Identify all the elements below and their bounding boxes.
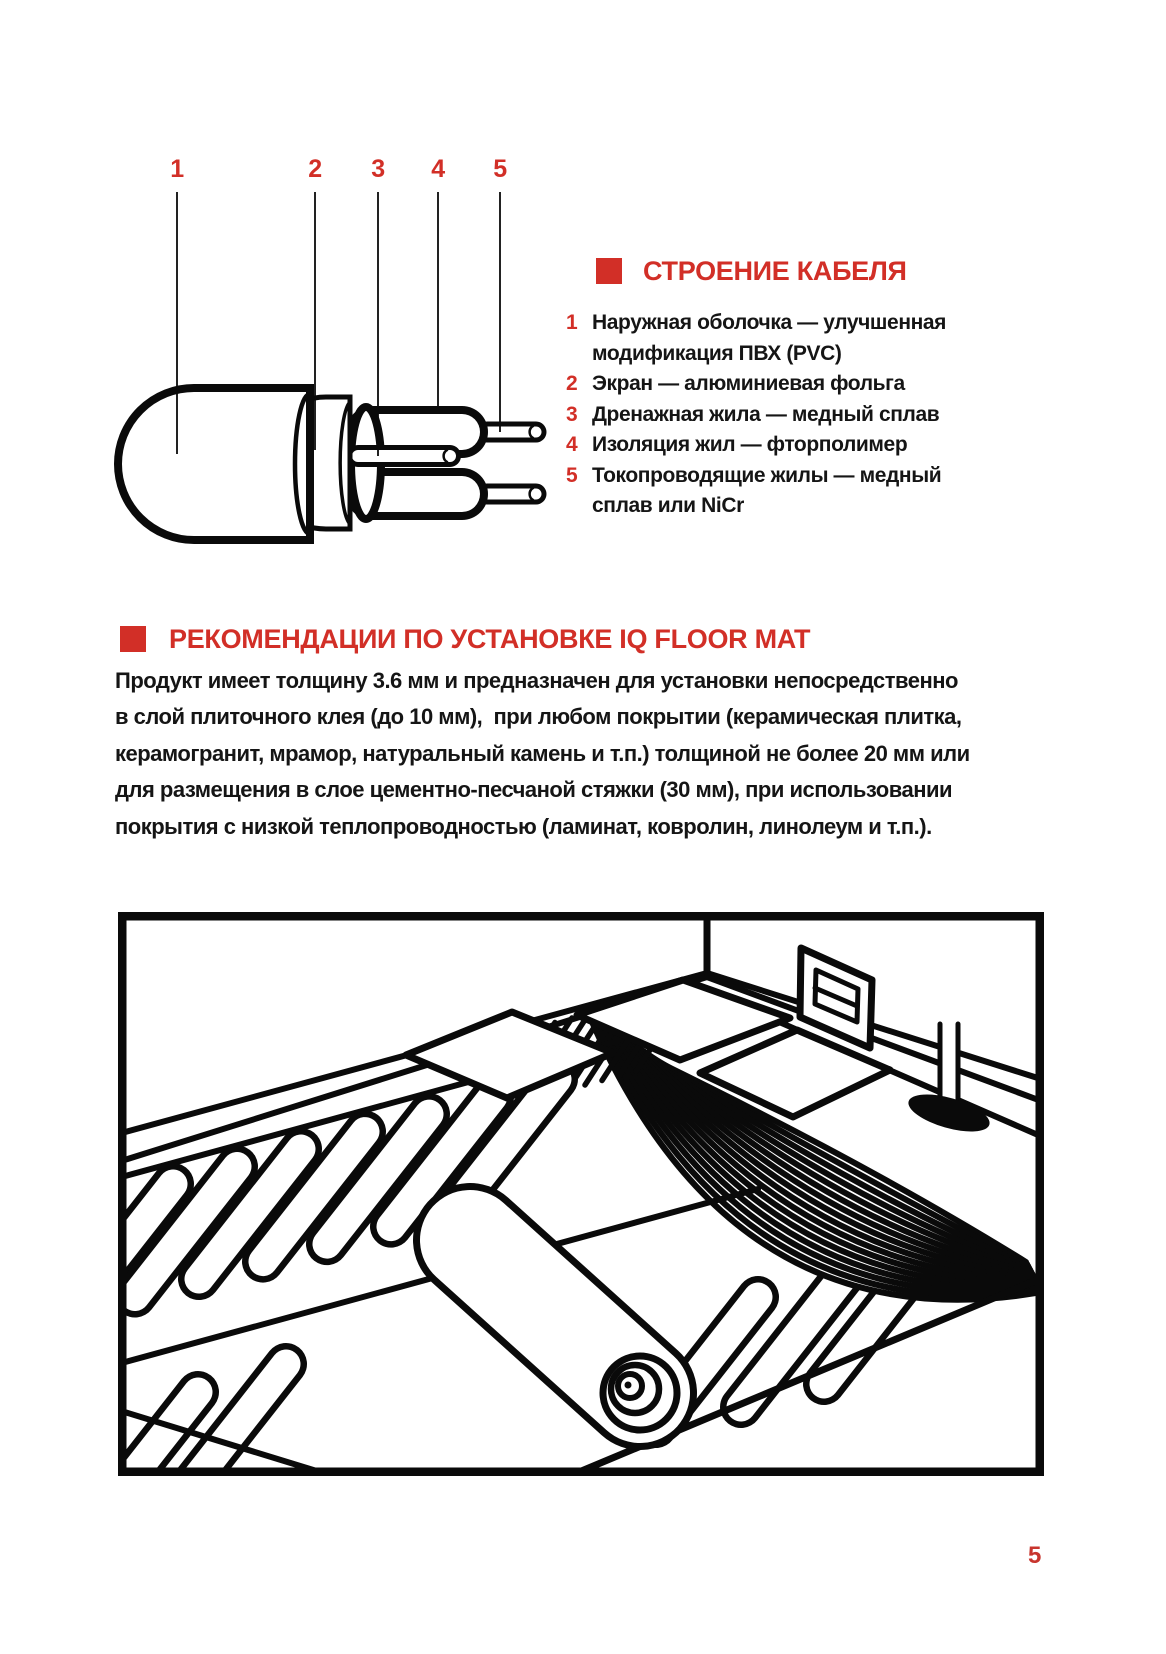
installation-illustration [118, 912, 1044, 1476]
cable-parts-list [566, 308, 986, 522]
paragraph-line: в слой плиточного клея (до 10 мм), при любом покрытии (керамическая плитка, [115, 704, 962, 730]
heading-square-icon [596, 258, 622, 284]
page-number: 5 [1028, 1542, 1042, 1569]
item-text: Изоляция жил — фторполимер [592, 433, 908, 456]
cable-structure-diagram [110, 150, 555, 545]
recommendations-heading [120, 626, 810, 653]
list-item [566, 369, 986, 400]
item-number: 5 [566, 463, 578, 487]
paragraph-line: покрытия с низкой теплопроводностью (ламинат, ковролин, линолеум и т.п.). [115, 813, 932, 839]
item-number: 4 [566, 433, 578, 456]
item-number: 3 [566, 402, 578, 426]
callout-1: 1 [170, 155, 184, 183]
paragraph-line: керамогранит, мрамор, натуральный камень и т.п.) толщиной не более 20 мм или [115, 740, 970, 766]
callout-5: 5 [493, 155, 507, 183]
list-item [566, 461, 986, 522]
item-text: Наружная оболочка — улучшенная модификация ПВХ (PVC) [592, 311, 947, 365]
callout-2: 2 [308, 155, 322, 183]
recommendations-title: РЕКОМЕНДАЦИИ ПО УСТАНОВКЕ IQ FLOOR MAT [169, 624, 811, 654]
item-text: Дренажная жила — медный сплав [592, 402, 940, 426]
callout-4: 4 [431, 155, 445, 183]
paragraph-line: Продукт имеет толщину 3.6 мм и предназначен для установки непосредственно [115, 668, 958, 693]
list-item [566, 430, 986, 461]
cable-section-heading [596, 258, 907, 285]
callout-3: 3 [371, 155, 385, 183]
item-number: 1 [566, 311, 578, 334]
recommendations-paragraph [115, 663, 970, 845]
item-text: Экран — алюминиевая фольга [592, 372, 905, 395]
paragraph-line: для размещения в слое цементно-песчаной стяжки (30 мм), при использовании [115, 777, 953, 803]
list-item [566, 400, 986, 431]
item-text: Токопроводящие жилы — медный сплав или NiCr [592, 463, 942, 517]
heading-square-icon [120, 626, 146, 652]
list-item [566, 308, 986, 369]
cable-section-title: СТРОЕНИЕ КАБЕЛЯ [643, 256, 907, 286]
item-number: 2 [566, 372, 578, 395]
